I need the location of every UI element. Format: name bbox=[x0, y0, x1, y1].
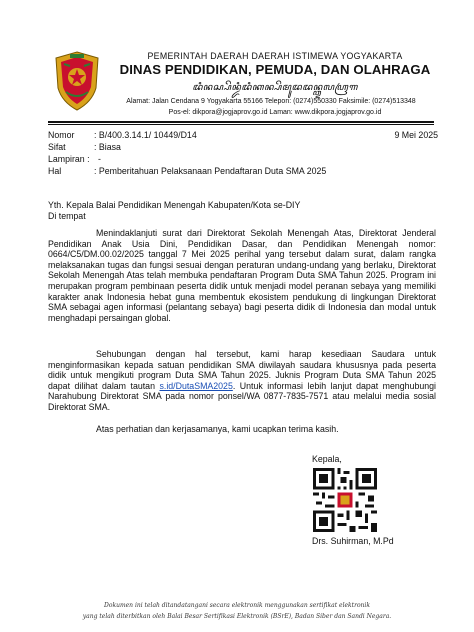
recipient-line: Yth. Kepala Balai Pendidikan Menengah Kabupaten/Kota se-DIY bbox=[48, 200, 301, 210]
e-signature-notice-line-1: Dokumen ini telah ditandatangani secara elektronik menggunakan sertifikat elektronik bbox=[104, 602, 370, 609]
letter-subject-row bbox=[48, 166, 438, 178]
paragraph-3: Atas perhatian dan kerjasamanya, kami ucapkan terima kasih. bbox=[96, 424, 339, 434]
attachment-value: - bbox=[98, 154, 101, 164]
signatory-name: Drs. Suhirman, M.Pd bbox=[312, 536, 394, 546]
subject-value: : Pemberitahuan Pelaksanaan Pendaftaran Duta SMA 2025 bbox=[94, 166, 327, 176]
government-name: PEMERINTAH DAERAH DAERAH ISTIMEWA YOGYAKARTA bbox=[147, 51, 403, 61]
paragraph-1: Menindaklanjuti surat dari Direktorat Sekolah Menengah Atas, Direktorat Jenderal Pendidikan Anak Usia Dini, Pendidikan Dasar, dan Pendidikan Menengah nomor: 0664/C5/DM.00.02/2025 tanggal 7 Mei 2025 perihal yang tersebut dalam surat, dalam rangka melaksanakan tugas dan fungsi sesuai dengan peraturan undang-undang yang berlaku, Direktorat Sekolah Menengah Atas telah membuka pendaftaran Program Duta SMA Tahun 2025. Program ini merupakan program pembinaan peserta didik untuk menjadi model peranan sebaya yang memiliki karakter anak Indonesia hebat guna membentuk ekosistem pendukung di lingkungan Direktorat SMA sebagai agen informasi (pelantang sebaya) bagi peserta didik di Indonesia dan modal untuk menghadapi persaingan global. bbox=[48, 228, 436, 323]
nature-label: Sifat bbox=[48, 142, 66, 152]
paragraph-2-text-a: Sehubungan dengan hal tersebut, kami harap kesediaan Saudara untuk menginformasikan kepada satuan pendidikan SMA diwilayah saudara khususnya pada peserta didik untuk mengikuti program Duta SMA Tahun 2025. Juknis Program Duta SMA Tahun 2025 dapat dilihat dalam tautan bbox=[48, 349, 436, 391]
signatory-title: Kepala, bbox=[312, 454, 342, 464]
recipient-place: Di tempat bbox=[48, 211, 86, 221]
department-address: Alamat: Jalan Cendana 9 Yogyakarta 55166 Telepon: (0274)550330 Faksimile: (0274)513348 bbox=[126, 98, 416, 105]
letterhead-rule-thin bbox=[48, 124, 434, 125]
letter-number-row bbox=[48, 130, 438, 142]
juknis-link[interactable]: s.id/DutaSMA2025 bbox=[159, 380, 233, 391]
paragraph-2-text-b: . Untuk informasi lebih lanjut dapat menghubungi Narahubung Direktorat SMA pada nomor ponsel/WA 0877-7835-7571 atau melalui media sosial Direktorat SMA. bbox=[48, 380, 436, 412]
letter-nature-row bbox=[48, 142, 438, 154]
department-contact: Pos-el: dikpora@jogjaprov.go.id Laman: www.dikpora.jogjaprov.go.id bbox=[168, 109, 382, 116]
number-value: : B/400.3.14.1/ 10449/D14 bbox=[94, 130, 197, 140]
e-signature-notice-line-2: yang telah diterbitkan oleh Balai Besar Sertifikasi Elektronik (BSrE), Badan Siber dan Sandi Negara. bbox=[82, 613, 392, 620]
letter-attachment-row bbox=[48, 154, 438, 166]
subject-label: Hal bbox=[48, 166, 62, 176]
attachment-label: Lampiran : bbox=[48, 154, 90, 164]
qr-code-icon bbox=[313, 468, 377, 532]
paragraph-2 bbox=[48, 349, 436, 413]
javanese-script-name: ꦢꦶꦤꦱ꧀ꦥꦼꦤ꧀ꦢꦶꦢꦶꦏꦤ꧀ꦥꦼꦩꦸꦢꦢꦤ꧀ꦎꦭꦲꦿꦒ bbox=[192, 82, 358, 93]
number-label: Nomor bbox=[48, 130, 75, 140]
department-name: DINAS PENDIDIKAN, PEMUDA, DAN OLAHRAGA bbox=[119, 62, 431, 77]
letterhead-rule-thick bbox=[48, 121, 434, 123]
diy-emblem-icon bbox=[52, 50, 102, 112]
letter-date: 9 Mei 2025 bbox=[394, 130, 438, 140]
nature-value: : Biasa bbox=[94, 142, 121, 152]
